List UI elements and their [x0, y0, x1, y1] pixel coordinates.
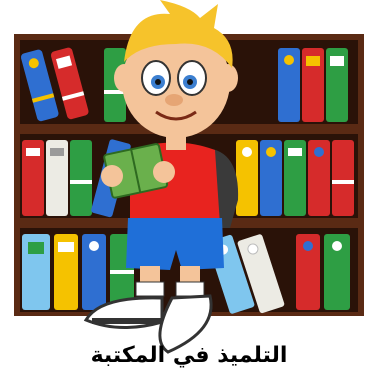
caption-text: التلميذ في المكتبة: [90, 343, 288, 368]
